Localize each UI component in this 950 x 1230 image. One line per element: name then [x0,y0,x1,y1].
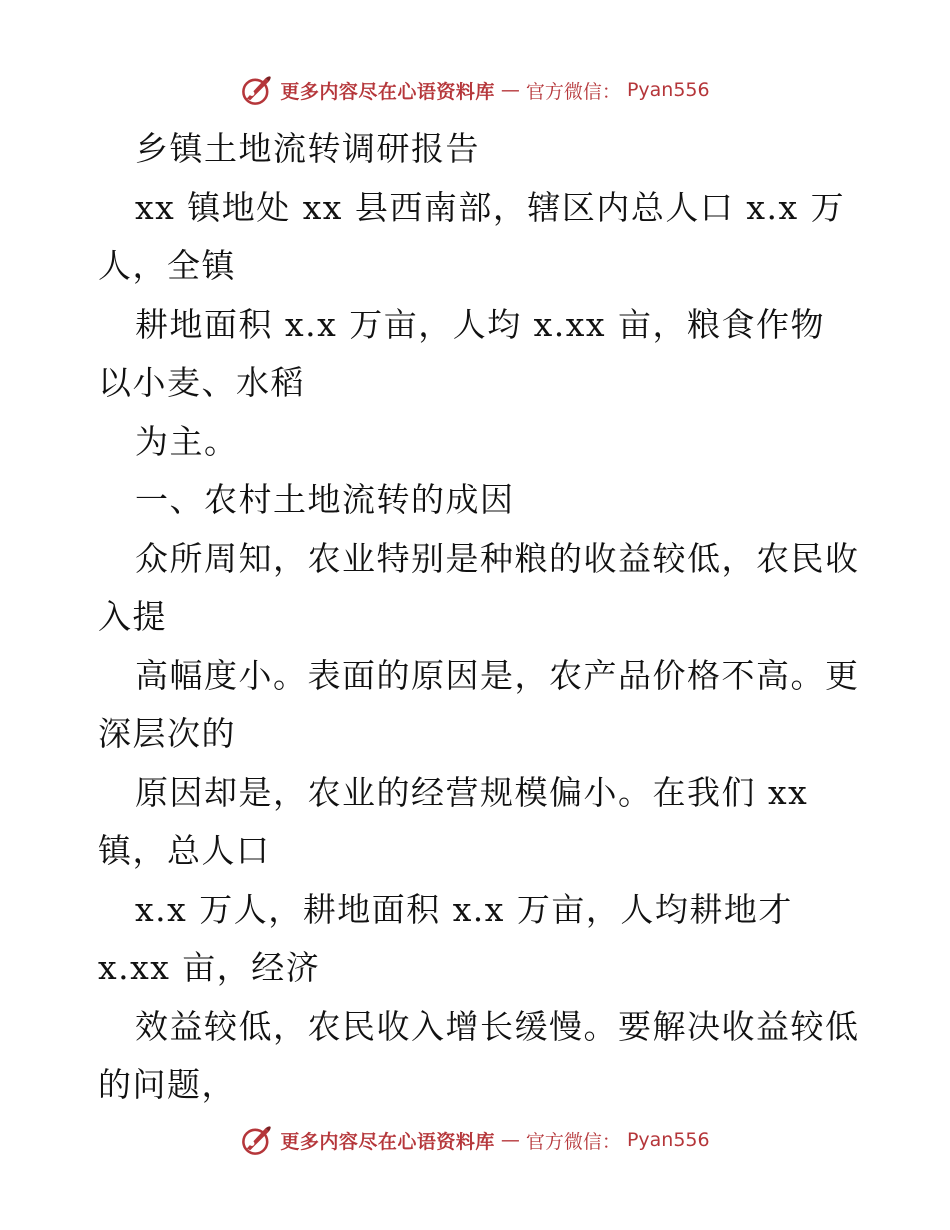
doc-line: x.x 万人，耕地面积 x.x 万亩，人均耕地才 [135,889,793,929]
header-watermark [0,70,950,110]
doc-line: 以小麦、水稻 [98,363,305,402]
watermark-main-text: 更多内容尽在心语资料库 [280,1130,495,1153]
doc-line: 镇，总人口 [98,831,271,870]
doc-line: 为主。 [135,421,239,461]
quill-pen-logo-icon [240,1123,274,1157]
watermark-sub-text: 官方微信： [525,80,621,103]
doc-line: x.xx 亩，经济 [98,948,321,987]
watermark-main-text: 更多内容尽在心语资料库 [280,80,495,103]
doc-line: 高幅度小。表面的原因是，农产品价格不高。更 [135,655,860,695]
doc-line: 深层次的 [98,714,236,753]
doc-line: 的问题， [98,1065,236,1104]
footer-watermark [0,1120,950,1160]
doc-line: xx 镇地处 xx 县西南部，辖区内总人口 x.x 万 [135,187,846,227]
doc-line: 众所周知，农业特别是种粮的收益较低，农民收 [135,538,860,578]
doc-line: 原因却是，农业的经营规模偏小。在我们 xx [135,772,809,812]
watermark-dash: — [500,79,520,101]
watermark-group [240,73,709,107]
quill-pen-logo-icon [240,73,274,107]
document-body [98,120,858,1115]
doc-line: 耕地面积 x.x 万亩，人均 x.xx 亩，粮食作物 [135,304,825,344]
doc-line: 入提 [98,597,167,636]
watermark-id-text: Pyan556 [626,1129,710,1151]
watermark-group [240,1123,709,1157]
watermark-id-text: Pyan556 [626,79,710,101]
watermark-dash: — [500,1129,520,1151]
doc-title: 乡镇土地流转调研报告 [135,129,480,168]
section-heading: 一、农村土地流转的成因 [135,480,515,519]
watermark-sub-text: 官方微信： [525,1130,621,1153]
doc-line: 人，全镇 [98,246,236,285]
doc-line: 效益较低，农民收入增长缓慢。要解决收益较低 [135,1006,860,1046]
